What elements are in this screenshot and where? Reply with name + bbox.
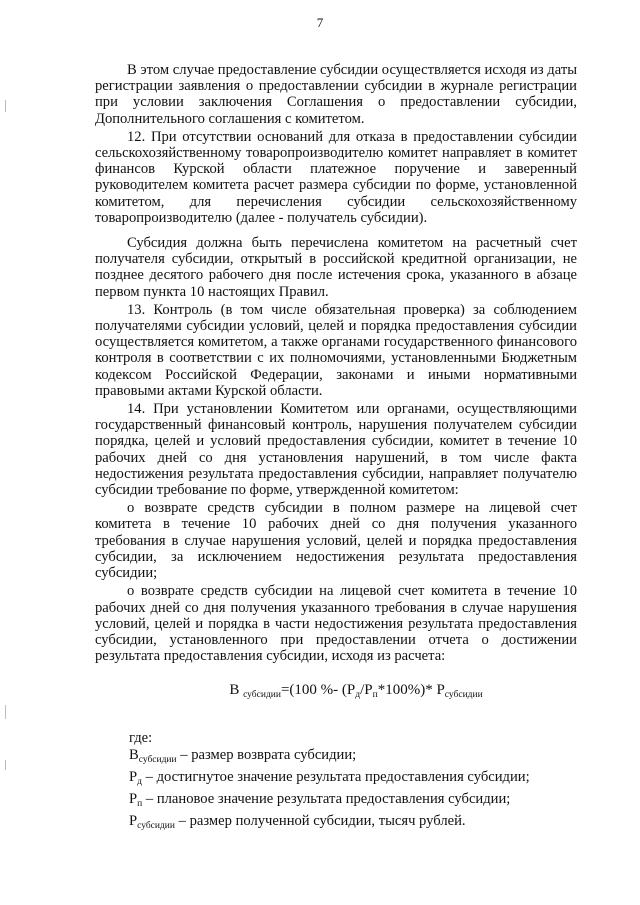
definition-line: $Р_{субсидии}$ – размер полученной субсидии, тысяч рублей. (129, 813, 466, 832)
paragraph-clause-12: 12. При отсутствии оснований для отказа в предоставлении субсидии сельскохозяйственному товаропроизводителю комитет направляет в комитет финансов Курской области платежное поручение и заверенный руководителем комитета расчет размера субсидии по форме, установленной комитетом, для перечисления субсидии сельскохозяйственному товаропроизводителю (далее - получатель субсидии). (95, 128, 577, 226)
paragraph: о возврате средств субсидии в полном размере на лицевой счет комитета в течение 10 рабочих дней со дня получения указанного требования в случае нарушения условий, целей и порядка предоставления субсидии, за исключением недостижения результата предоставления субсидии; (95, 500, 577, 582)
document-body (95, 62, 577, 836)
scan-edge-mark (5, 100, 6, 112)
formula-definitions (95, 730, 577, 835)
paragraph-clause-13: 13. Контроль (в том числе обязательная проверка) за соблюдением получателями субсидии условий, целей и порядка предоставления субсидии осуществляется комитетом, а также органами государственного финансового контроля в соответствии с их полномочиями, установленными Бюджетным кодексом Российской Федерации, законами и иными нормативными правовыми актами Курской области. (95, 301, 577, 399)
scan-edge-mark (5, 705, 6, 719)
paragraph: о возврате средств субсидии на лицевой счет комитета в течение 10 рабочих дней со дня получения указанного требования в случае нарушения условий, целей и порядка в части недостижения результата предоставления субсидии, установленного при предоставлении отчета о достижении результата предоставления субсидии, исходя из расчета: (95, 583, 577, 665)
definition-line: $Р_п$ – плановое значение результата предоставления субсидии; (129, 791, 511, 810)
refund-formula: В $_{субсидии}$=(100 %- $(Р_д/Р_п*100\%)*$ $Р_{субсидии}$ (229, 682, 483, 701)
scan-edge-mark (5, 760, 6, 770)
definition-line: $Р_д$ – достигнутое значение результата предоставления субсидии; (129, 768, 530, 787)
page-number: 7 (316, 15, 324, 30)
where-label: где: (129, 729, 153, 746)
paragraph: Субсидия должна быть перечислена комитетом на расчетный счет получателя субсидии, открытый в российской кредитной организации, не позднее десятого рабочего дня после истечения срока, указанного в абзаце первом пункта 10 настоящих Правил. (95, 235, 577, 300)
paragraph-clause-14: 14. При установлении Комитетом или органами, осуществляющими государственный финансовый контроль, нарушения получателем субсидии порядка, целей и условий предоставления субсидии, комитет в течение 10 рабочих дней со дня установления нарушений, в том числе факта недостижения результата предоставления субсидии, направляет получателю субсидии требование по форме, утвержденной комитетом: (95, 401, 577, 499)
paragraph: В этом случае предоставление субсидии осуществляется исходя из даты регистрации заявления о предоставлении субсидии в журнале регистрации при условии заключения Соглашения о предоставлении субсидии, Дополнительного соглашения с комитетом. (95, 62, 577, 127)
definition-line: $В_{субсидии}$ – размер возврата субсидии; (129, 746, 357, 765)
